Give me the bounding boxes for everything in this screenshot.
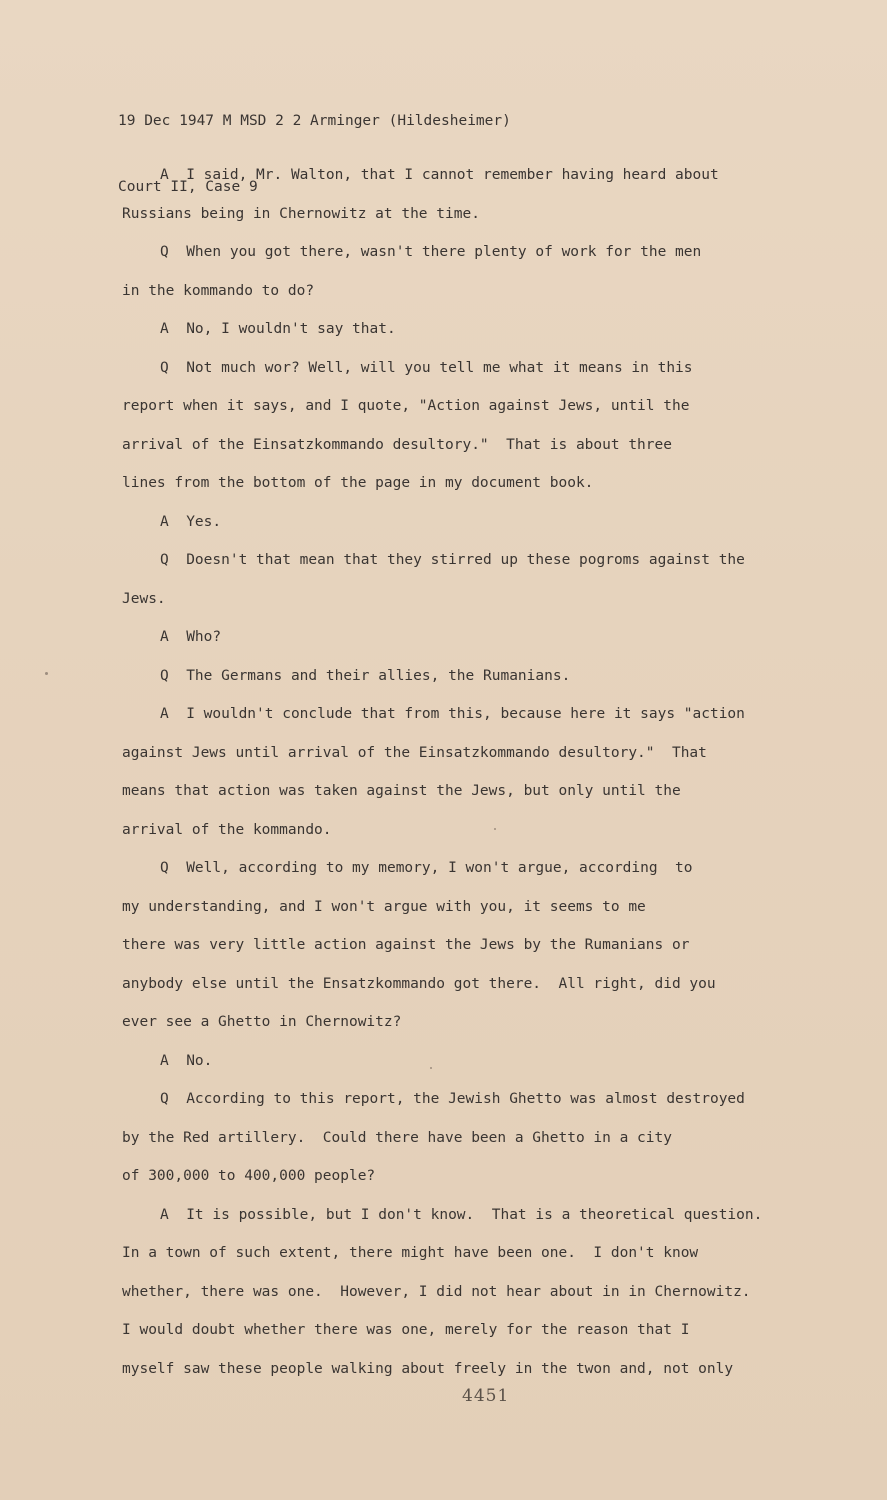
transcript-line: against Jews until arrival of the Einsatzkommando desultory." That xyxy=(122,744,707,761)
transcript-line: there was very little action against the Jews by the Rumanians or xyxy=(122,937,690,953)
transcript-line: of 300,000 to 400,000 people? xyxy=(122,1168,376,1184)
transcript-line: whether, there was one. However, I did not hear about in in Chernowitz. xyxy=(122,1283,751,1300)
transcript-line: In a town of such extent, there might have been one. I don't know xyxy=(122,1245,699,1261)
transcript-line: A Who? xyxy=(160,629,222,645)
transcript-line: means that action was taken against the Jews, but only until the xyxy=(122,783,681,799)
paper-speck xyxy=(430,1067,432,1069)
transcript-line: myself saw these people walking about freely in the twon and, not only xyxy=(122,1360,734,1377)
header-court-line: Court II, Case 9 xyxy=(118,179,258,195)
transcript-line: Russians being in Chernowitz at the time. xyxy=(122,205,480,222)
transcript-line: anybody else until the Ensatzkommando got there. All right, did you xyxy=(122,975,716,992)
paper-speck xyxy=(494,828,496,830)
transcript-line: A I wouldn't conclude that from this, because here it says "action xyxy=(160,706,745,722)
transcript-line: Q The Germans and their allies, the Rumanians. xyxy=(160,667,571,684)
transcript-line: A Yes. xyxy=(160,513,222,530)
transcript-line: Q According to this report, the Jewish Ghetto was almost destroyed xyxy=(160,1091,745,1107)
transcript-body xyxy=(122,156,822,1388)
transcript-line: my understanding, and I won't argue with you, it seems to me xyxy=(122,898,646,915)
transcript-line: lines from the bottom of the page in my document book. xyxy=(122,475,594,491)
transcript-line: A No, I wouldn't say that. xyxy=(160,321,396,337)
transcript-line: arrival of the kommando. xyxy=(122,821,332,838)
transcript-line: in the kommando to do? xyxy=(122,282,315,299)
transcript-line: report when it says, and I quote, "Action against Jews, until the xyxy=(122,398,690,414)
paper-speck xyxy=(45,672,48,675)
page-number: 4451 xyxy=(462,1386,510,1406)
transcript-line: A No. xyxy=(160,1052,213,1069)
transcript-line: Q Well, according to my memory, I won't argue, according to xyxy=(160,860,693,876)
header-date-line: 19 Dec 1947 M MSD 2 2 Arminger (Hildesheimer) xyxy=(118,113,511,129)
transcript-line: I would doubt whether there was one, merely for the reason that I xyxy=(122,1322,690,1338)
transcript-line: Q Doesn't that mean that they stirred up these pogroms against the xyxy=(160,552,745,568)
transcript-line: arrival of the Einsatzkommando desultory." That is about three xyxy=(122,436,672,453)
transcript-line: A I said, Mr. Walton, that I cannot remember having heard about xyxy=(160,167,719,183)
transcript-line: Jews. xyxy=(122,590,166,607)
transcript-line: Q When you got there, wasn't there plenty of work for the men xyxy=(160,244,702,260)
transcript-line: Q Not much wor? Well, will you tell me what it means in this xyxy=(160,359,693,376)
transcript-line: A It is possible, but I don't know. That is a theoretical question. xyxy=(160,1206,763,1223)
transcript-line: ever see a Ghetto in Chernowitz? xyxy=(122,1014,402,1030)
transcript-line: by the Red artillery. Could there have been a Ghetto in a city xyxy=(122,1129,672,1146)
